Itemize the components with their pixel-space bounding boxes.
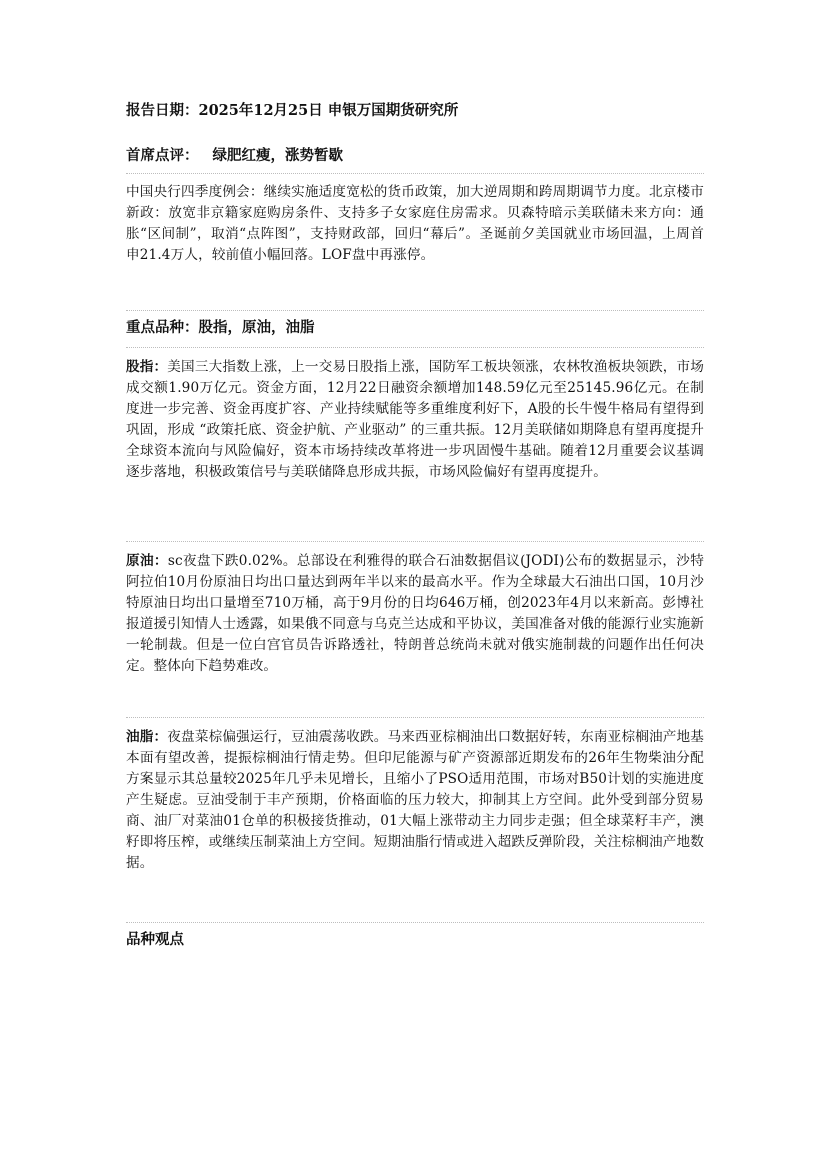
report-date-line: 报告日期：2025年12月25日 申银万国期货研究所 [126, 102, 459, 119]
section-crude-oil-label: 原油： [126, 553, 168, 569]
section-stock-index-label: 股指： [126, 359, 168, 375]
divider-1 [126, 173, 704, 174]
chief-comment-title: 绿肥红瘦，涨势暂歇 [212, 147, 343, 164]
section-oils-fats [126, 727, 704, 874]
key-varieties-heading: 重点品种：股指，原油，油脂 [126, 319, 315, 336]
variety-views-heading: 品种观点 [126, 931, 184, 948]
divider-4 [126, 541, 704, 542]
divider-5 [126, 717, 704, 718]
section-stock-index [126, 357, 704, 483]
section-oils-fats-label: 油脂： [126, 729, 168, 745]
section-crude-oil [126, 551, 704, 677]
divider-3 [126, 347, 704, 348]
chief-comment-text: 中国央行四季度例会：继续实施适度宽松的货币政策，加大逆周期和跨周期调节力度。北京楼市新政：放宽非京籍家庭购房条件、支持多子女家庭住房需求。贝森特暗示美联储未来方向：通胀“区间制”，取消“点阵图”，支持财政部，回归“幕后”。圣诞前夕美国就业市场回温，上周首申21.4万人，较前值小幅回落。LOF盘中再涨停。 [126, 184, 704, 263]
chief-comment-heading [126, 146, 343, 166]
divider-6 [126, 922, 704, 923]
section-oils-fats-text: 夜盘菜棕偏强运行，豆油震荡收跌。马来西亚棕榈油出口数据好转，东南亚棕榈油产地基本面有望改善，提振棕榈油行情走势。但印尼能源与矿产资源部近期发布的26年生物柴油分配方案显示其总量较2025年几乎未见增长，且缩小了PSO适用范围，市场对B50计划的实施进度产生疑虑。豆油受制于丰产预期，价格面临的压力较大，抑制其上方空间。此外受到部分贸易商、油厂对菜油01仓单的积极接货推动，01大幅上涨带动主力同步走强；但全球菜籽丰产，澳籽即将压榨，或继续压制菜油上方空间。短期油脂行情或进入超跌反弹阶段，关注棕榈油产地数据。 [126, 729, 704, 871]
chief-comment-label: 首席点评： [126, 147, 199, 164]
section-stock-index-text: 美国三大指数上涨，上一交易日股指上涨，国防军工板块领涨，农林牧渔板块领跌，市场成交额1.90万亿元。资金方面，12月22日融资余额增加148.59亿元至25145.96亿元。在制度进一步完善、资金再度扩容、产业持续赋能等多重维度利好下，A股的长牛慢牛格局有望得到巩固，形成 “政策托底、资金护航、产业驱动” 的三重共振。12月美联储如期降息有望再度提升全球资本流向与风险偏好，资本市场持续改革将进一步巩固慢牛基础。随着12月重要会议基调逐步落地，积极政策信号与美联储降息形成共振，市场风险偏好有望再度提升。 [126, 359, 704, 480]
section-crude-oil-text: sc夜盘下跌0.02%。总部设在利雅得的联合石油数据倡议(JODI)公布的数据显示，沙特阿拉伯10月份原油日均出口量达到两年半以来的最高水平。作为全球最大石油出口国，10月沙特原油日均出口量增至710万桶，高于9月份的日均646万桶，创2023年4月以来新高。彭博社报道援引知情人士透露，如果俄不同意与乌克兰达成和平协议，美国准备对俄的能源行业实施新一轮制裁。但是一位白宫官员告诉路透社，特朗普总统尚未就对俄实施制裁的问题作出任何决定。整体向下趋势难改。 [126, 553, 704, 674]
divider-2 [126, 310, 704, 311]
